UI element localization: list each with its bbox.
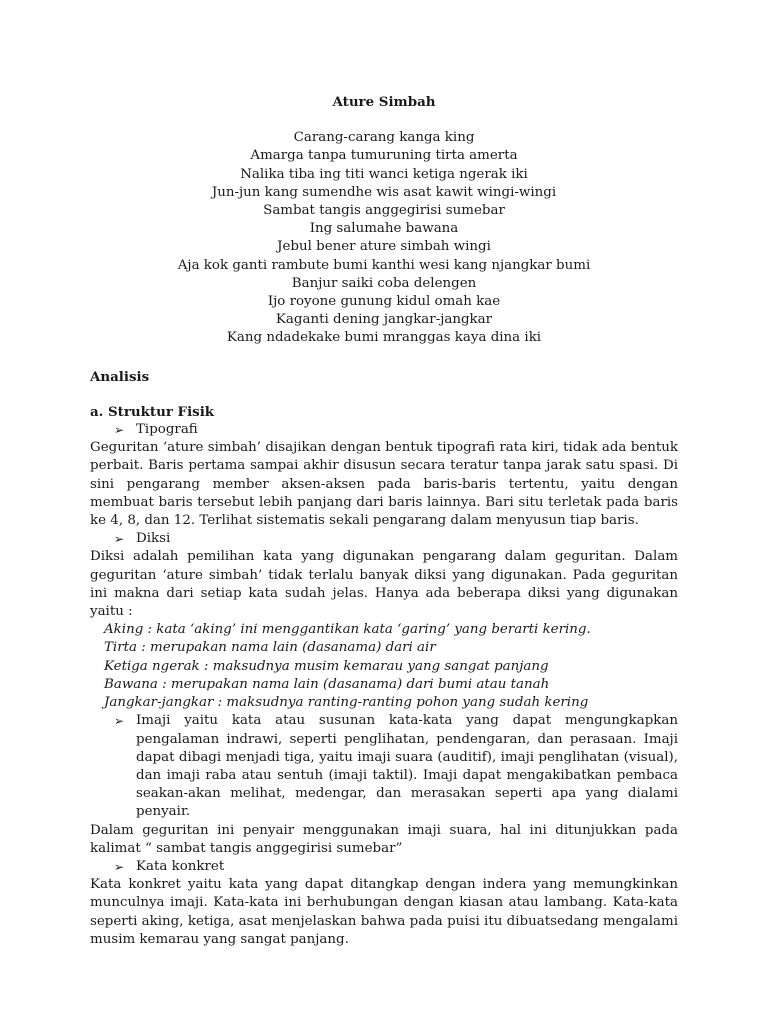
- arrow-bullet-icon: ➢: [114, 714, 125, 729]
- poem-body: [90, 129, 678, 347]
- imaji-followup-paragraph: Dalam geguritan ini penyair menggunakan imaji suara, hal ini ditunjukkan pada kalimat “ sambat tangis anggegirisi sumebar”: [90, 822, 678, 856]
- poem-line: Ijo royone gunung kidul omah kae: [267, 294, 501, 310]
- poem-line: Jun-jun kang sumendhe wis asat kawit wingi-wingi: [211, 184, 557, 200]
- arrow-bullet-icon: ➢: [114, 423, 125, 438]
- poem-line: Jebul bener ature simbah wingi: [277, 239, 491, 255]
- poem-title: Ature Simbah: [332, 94, 436, 110]
- document-content: [90, 93, 678, 949]
- poem-line: Kang ndadekake bumi mranggas kaya dina iki: [226, 330, 542, 346]
- arrow-bullet-icon: ➢: [114, 532, 125, 547]
- poem-line: Sambat tangis anggegirisi sumebar: [263, 203, 505, 219]
- diksi-item: Aking : kata ‘aking’ ini menggantikan kata ‘garing’ yang berarti kering.: [104, 622, 591, 638]
- arrow-bullet-icon: ➢: [114, 859, 125, 874]
- diksi-item: Ketiga ngerak : maksudnya musim kemarau yang sangat panjang: [104, 658, 549, 674]
- bullet-tipografi: [90, 421, 678, 439]
- poem-line: Banjur saiki coba delengen: [291, 275, 477, 291]
- kata-konkret-paragraph: Kata konkret yaitu kata yang dapat ditangkap dengan indera yang memungkinkan munculnya imaji. Kata-kata ini berhubungan dengan kiasan atau lambang. Kata-kata seperti aking, ketiga, asat menjelaskan bahwa pada puisi itu dibuatsedang mengalami musim kemarau yang sangat panjang.: [90, 877, 678, 947]
- poem-line: Aja kok ganti rambute bumi kanthi wesi kang njangkar bumi: [177, 257, 591, 273]
- poem-line: Nalika tiba ing titi wanci ketiga ngerak iki: [240, 166, 528, 182]
- poem-line: Carang-carang kanga king: [293, 130, 475, 146]
- diksi-list: [90, 621, 678, 712]
- diksi-item: Jangkar-jangkar : maksudnya ranting-ranting pohon yang sudah kering: [104, 695, 589, 711]
- bullet-label: Tipografi: [136, 422, 198, 438]
- tipografi-paragraph: Geguritan ‘ature simbah’ disajikan dengan bentuk tipografi rata kiri, tidak ada bentuk perbait. Baris pertama sampai akhir disusun secara teratur tanpa jarak satu spasi. Di sini pengarang member aksen-aksen pada baris-baris tertentu, yaitu dengan membuat baris tersebut lebih panjang dari baris lainnya. Bari situ terletak pada baris ke 4, 8, dan 12. Terlihat sistematis sekali pengarang dalam menyusun tiap baris.: [90, 440, 678, 529]
- poem-line: Kaganti dening jangkar-jangkar: [275, 312, 493, 328]
- poem-line: Ing salumahe bawana: [309, 221, 459, 237]
- bullet-kata-konkret: [90, 858, 678, 876]
- diksi-paragraph: Diksi adalah pemilihan kata yang digunakan pengarang dalam geguritan. Dalam geguritan ‘ature simbah’ tidak terlalu banyak diksi yang digunakan. Pada geguritan ini makna dari setiap kata sudah jelas. Hanya ada beberapa diksi yang digunakan yaitu :: [90, 549, 678, 620]
- diksi-item: Bawana : merupakan nama lain (dasanama) dari bumi atau tanah: [104, 676, 550, 692]
- imaji-paragraph: Imaji yaitu kata atau susunan kata-kata yang dapat mengungkapkan pengalaman indrawi, seperti penglihatan, pendengaran, dan perasaan. Imaji dapat dibagi menjadi tiga, yaitu imaji suara (auditif), imaji penglihatan (visual), dan imaji raba atau sentuh (imaji taktil). Imaji dapat mengakibatkan pembaca seakan-akan melihat, medengar, dan merasakan seperti apa yang dialami penyair.: [136, 713, 678, 820]
- bullet-label: Kata konkret: [136, 858, 225, 874]
- bullet-label: Diksi: [136, 531, 171, 547]
- diksi-item: Tirta : merupakan nama lain (dasanama) dari air: [104, 640, 436, 656]
- bullet-imaji: [90, 712, 678, 821]
- poem-line: Amarga tanpa tumuruning tirta amerta: [250, 148, 518, 164]
- analysis-heading: Analisis: [90, 368, 150, 385]
- bullet-diksi: [90, 530, 678, 548]
- section-a-heading: a. Struktur Fisik: [90, 403, 215, 420]
